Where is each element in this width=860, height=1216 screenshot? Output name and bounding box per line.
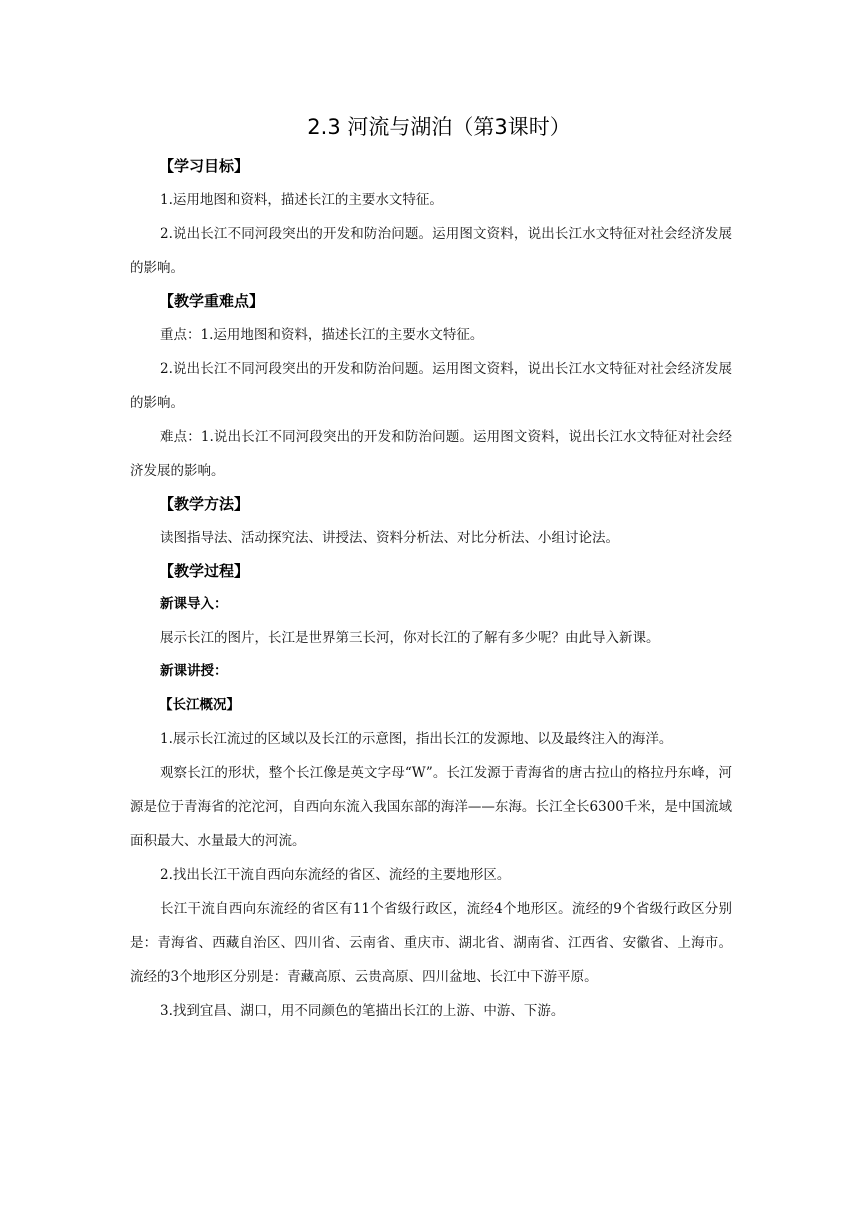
heading-learning-goals: 【学习目标】 [159, 157, 250, 175]
document-title: 2.3 河流与湖泊（第3课时） [307, 115, 571, 139]
intro-text: 展示长江的图片，长江是世界第三长河，你对长江的了解有多少呢？由此导入新课。 [160, 630, 660, 646]
lecture-label: 新课讲授： [160, 663, 228, 679]
key-point-1: 重点：1.运用地图和资料，描述长江的主要水文特征。 [160, 327, 484, 343]
paragraph-3: 2.找出长江干流自西向东流经的省区、流经的主要地形区。 [160, 867, 511, 883]
methods-text: 读图指导法、活动探究法、讲授法、资料分析法、对比分析法、小组讨论法。 [160, 530, 619, 546]
key-point-2: 2.说出长江不同河段突出的开发和防治问题。运用图文资料，说出长江水文特征对社会经济发展的影响。 [130, 361, 732, 411]
paragraph-4: 长江干流自西向东流经的省区有11个省级行政区，流经4个地形区。流经的9个省级行政区分别是：青海省、西藏自治区、四川省、云南省、重庆市、湖北省、湖南省、江西省、安徽省、上海市。流经的3个地形区分别是：青藏高原、云贵高原、四川盆地、长江中下游平原。 [130, 901, 732, 985]
heading-key-points: 【教学重难点】 [159, 292, 265, 310]
goal-2: 2.说出长江不同河段突出的开发和防治问题。运用图文资料，说出长江水文特征对社会经济发展的影响。 [130, 226, 732, 276]
intro-label: 新课导入： [160, 596, 228, 612]
heading-process: 【教学过程】 [159, 562, 250, 580]
paragraph-1: 1.展示长江流过的区域以及长江的示意图，指出长江的发源地、以及最终注入的海洋。 [160, 731, 673, 747]
paragraph-2: 观察长江的形状，整个长江像是英文字母“W”。长江发源于青海省的唐古拉山的格拉丹东峰，河源是位于青海省的沱沱河，自西向东流入我国东部的海洋——东海。长江全长6300千米，是中国流域面积最大、水量最大的河流。 [130, 765, 732, 849]
overview-label: 【长江概况】 [159, 697, 240, 713]
heading-methods: 【教学方法】 [159, 495, 250, 513]
difficult-point: 难点：1.说出长江不同河段突出的开发和防治问题。运用图文资料，说出长江水文特征对社会经济发展的影响。 [130, 429, 732, 479]
document-body [130, 150, 732, 1028]
goal-1: 1.运用地图和资料，描述长江的主要水文特征。 [160, 192, 443, 208]
paragraph-5: 3.找到宜昌、湖口，用不同颜色的笔描出长江的上游、中游、下游。 [160, 1003, 565, 1019]
